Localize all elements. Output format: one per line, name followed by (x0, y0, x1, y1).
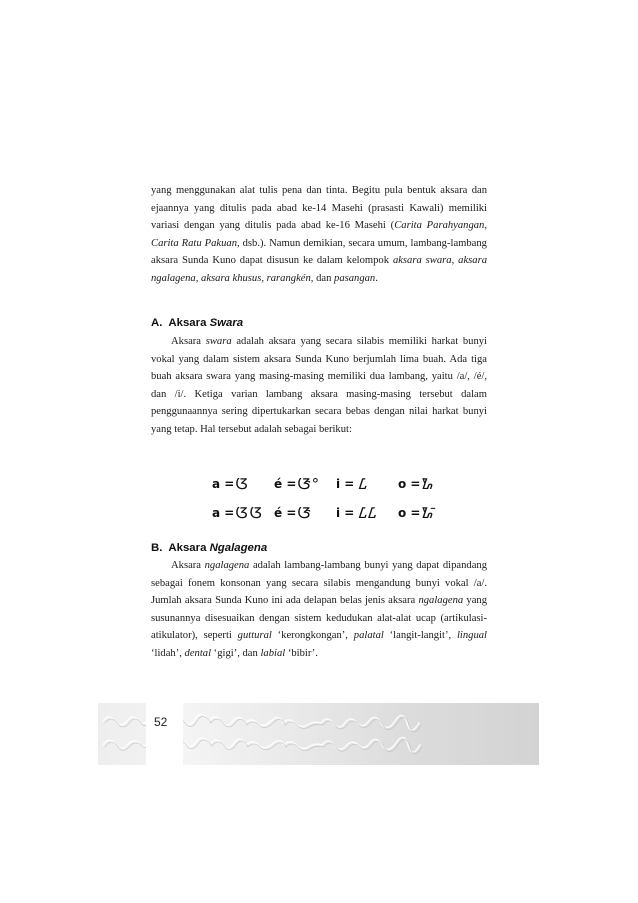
figure-cell (274, 473, 336, 495)
figure-cell (398, 473, 460, 495)
figure-label: a = (212, 476, 235, 491)
intro-paragraph (151, 182, 487, 288)
section-b-text-11: ‘lidah’, (151, 647, 185, 659)
section-b-text-6: guttural (237, 630, 272, 642)
figure-label: é = (274, 505, 297, 520)
section-b-text-4: ngalagena (418, 595, 464, 607)
section-b-text-7: ‘kerongkongan’, (271, 630, 354, 642)
intro-text-7: . (375, 272, 378, 284)
section-a-heading (151, 315, 243, 331)
aksara-glyph: ᮇ (421, 474, 435, 493)
intro-text-6: pasangan (334, 272, 376, 284)
section-b-text-2: ngalagena (204, 560, 250, 571)
section-b-text-5: yang susunannya disesuaikan dengan sistem kedudukan alat-alat ucap (artikulasi-atikulator), seperti (151, 595, 487, 642)
intro-text-4: aksara swara, aksara ngalagena, aksara khusus, rarangkén, (151, 255, 487, 284)
figure-label: é = (274, 476, 297, 491)
figure-label: i = (336, 505, 355, 520)
section-b-text-1: Aksara (171, 560, 205, 571)
section-b-paragraph (151, 557, 487, 663)
figure-cell (336, 473, 398, 495)
section-a-paragraph (151, 333, 487, 439)
figure-row-2 (212, 498, 462, 527)
figure-label: a = (212, 505, 235, 520)
intro-text-1: yang menggunakan alat tulis pena dan tinta. Begitu pula bentuk aksara dan ejaannya yang ditulis pada abad ke-14 Masehi (prasasti Kawali) memiliki variasi dengan yang ditulis pada abad ke-16 Masehi ( (151, 185, 487, 232)
aksara-glyph: ᮆ° (297, 474, 321, 493)
figure-label: i = (336, 476, 355, 491)
section-b-text-15: ‘bibir’. (285, 647, 318, 659)
aksara-glyph: ᮆ (297, 503, 312, 522)
aksara-glyph: ᮄᮄ (359, 503, 378, 522)
figure-label: o = (398, 476, 421, 491)
section-b-title: Aksara (168, 542, 207, 554)
aksara-swara-figure (212, 469, 462, 531)
section-b-body (151, 557, 487, 663)
figure-row-1 (212, 469, 462, 498)
section-b-title-italic: Ngalagena (209, 542, 268, 554)
section-b-text-12: dental (184, 647, 212, 659)
section-a-text-2: swara (205, 336, 232, 347)
aksara-glyph: ᮄ (359, 474, 369, 493)
figure-cell (336, 502, 398, 524)
figure-label: o = (398, 505, 421, 520)
aksara-glyph: ᮃ (235, 474, 250, 493)
section-b-text-10: lingual (456, 630, 488, 642)
section-a-text-3: adalah aksara yang secara silabis memiliki harkat bunyi vokal yang dalam sistem aksara Sunda Kuno berjumlah lima buah. Ada tiga buah aksara swara yang masing-masing memiliki dua lambang, yaitu /a/, /é/, dan /i/. Ketiga varian lambang aksara masing-masing tersebut dalam penggunaannya sering dipertukarkan secara bebas dengan nilai harkat bunyi yang tetap. Hal tersebut adalah sebagai berikut: (151, 336, 487, 435)
section-b-text-14: labial (260, 647, 286, 659)
figure-cell (212, 473, 274, 495)
section-b-text-9: ‘langit-langit’, (383, 630, 457, 642)
figure-cell (212, 502, 274, 524)
intro-text-2: Carita Parahyangan, Carita Ratu Pakuan (151, 220, 487, 249)
figure-cell (398, 502, 460, 524)
section-a-title-italic: Swara (209, 317, 244, 329)
aksara-glyph: ᮃᮃ (235, 503, 264, 522)
figure-cell (274, 502, 336, 524)
intro-text-3: , dsb.). Namun demikian, secara umum, lambang-lambang aksara Sunda Kuno dapat disusun ke dalam kelompok (151, 237, 487, 267)
section-b-text-3: adalah lambang-lambang bunyi yang dapat dipandang sebagai fonem konsonan yang secara silabis mengandung bunyi vokal /a/. Jumlah aksara Sunda Kuno ini ada delapan belas jenis aksara (151, 560, 487, 607)
section-a-text-1: Aksara (171, 336, 206, 347)
section-a-body (151, 333, 487, 439)
section-b-text-13: ‘gigi’, dan (211, 647, 261, 659)
intro-text-5: dan (313, 272, 335, 284)
section-b-text-8: palatal (353, 630, 384, 642)
intro-paragraph-block (151, 182, 487, 288)
section-a-title: Aksara (168, 317, 207, 329)
section-a-letter: A. (151, 317, 163, 329)
page-number: 52 (154, 715, 168, 729)
page-number-tab (146, 703, 183, 765)
section-b-letter: B. (151, 542, 163, 554)
section-b-heading (151, 540, 267, 556)
aksara-glyph: ᮇ̄ (421, 503, 435, 522)
